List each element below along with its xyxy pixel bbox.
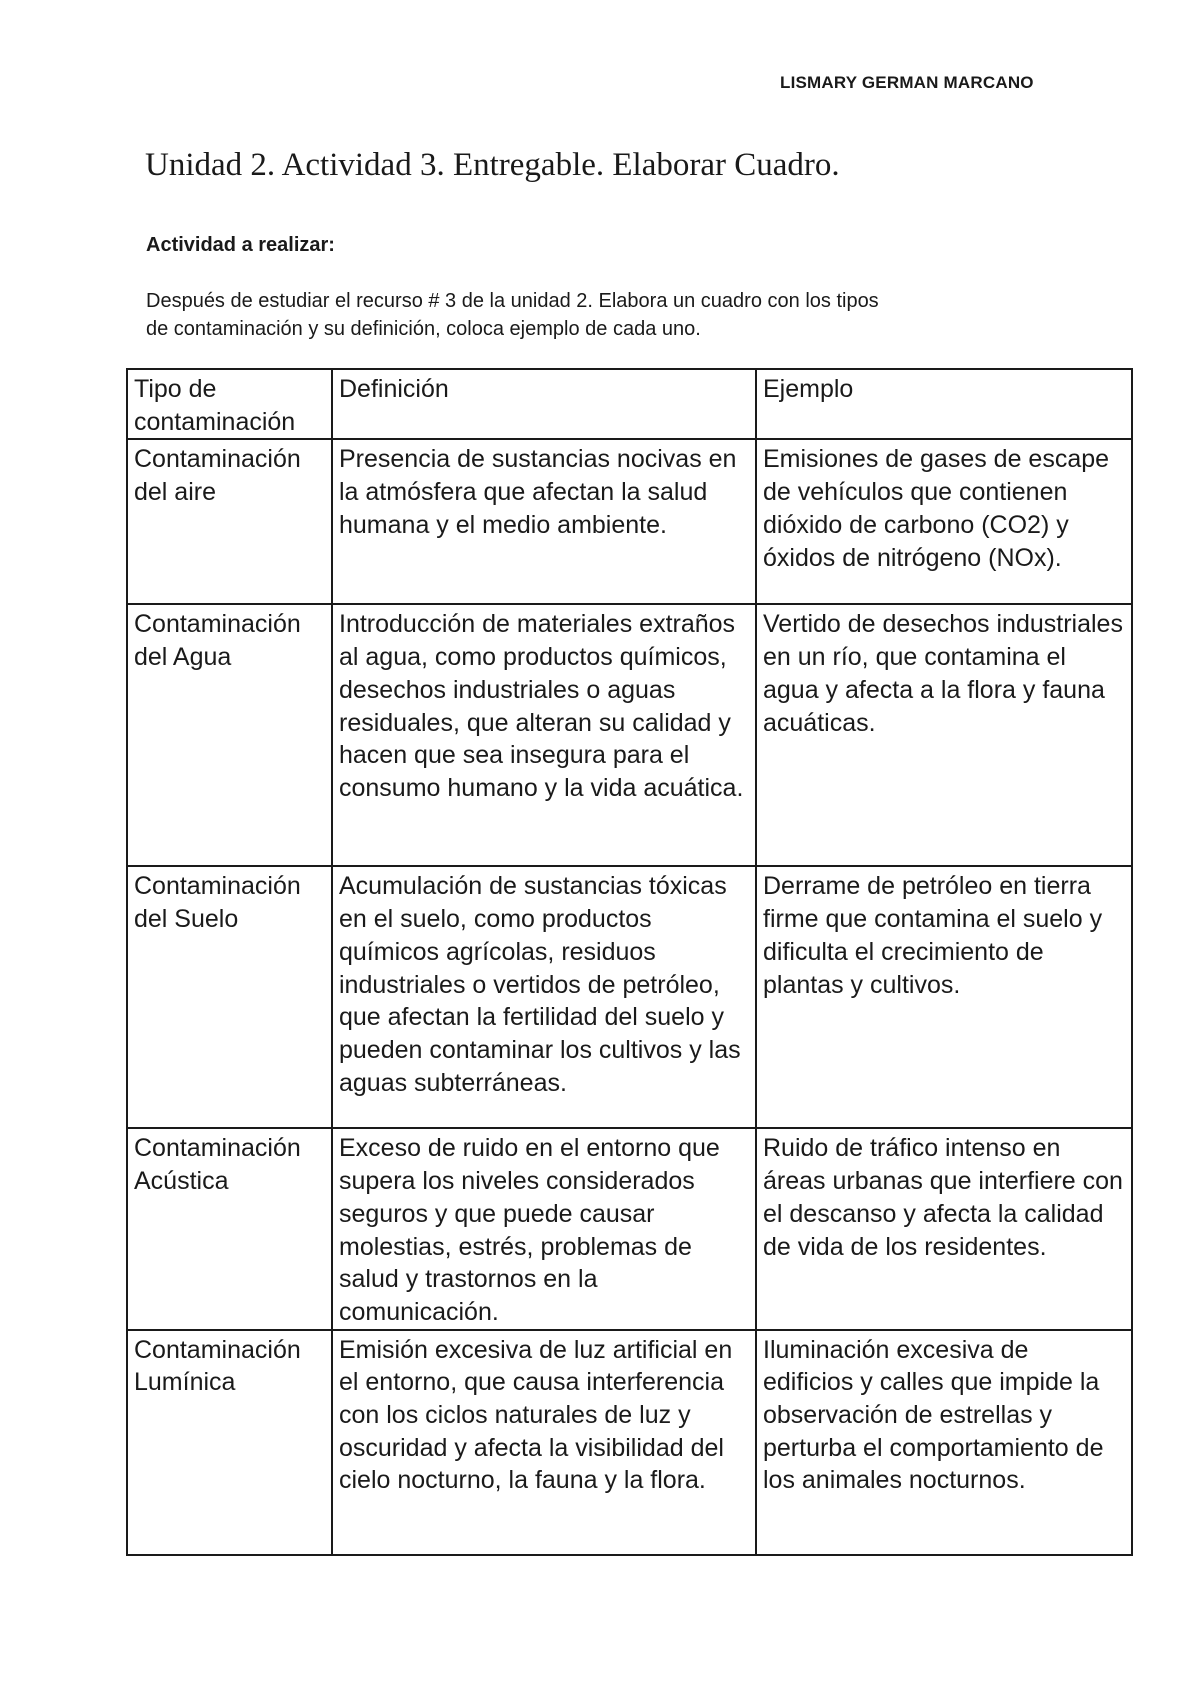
cell-definicion: Presencia de sustancias nocivas en la atmósfera que afectan la salud humana y el medio ambiente. xyxy=(332,439,756,604)
table-row xyxy=(127,439,1132,604)
pollution-table xyxy=(126,368,1133,1556)
table-row xyxy=(127,1128,1132,1329)
cell-ejemplo: Derrame de petróleo en tierra firme que contamina el suelo y dificulta el crecimiento de plantas y cultivos. xyxy=(756,866,1132,1128)
header-ejemplo: Ejemplo xyxy=(756,369,1132,439)
cell-tipo: Contaminación del Agua xyxy=(127,604,332,866)
cell-definicion: Emisión excesiva de luz artificial en el entorno, que causa interferencia con los ciclos naturales de luz y oscuridad y afecta la visibilidad del cielo nocturno, la fauna y la flora. xyxy=(332,1330,756,1555)
instructions-line: Después de estudiar el recurso # 3 de la unidad 2. Elabora un cuadro con los tipos xyxy=(146,290,879,312)
activity-subtitle: Actividad a realizar: xyxy=(146,234,335,256)
cell-definicion: Exceso de ruido en el entorno que supera los niveles considerados seguros y que puede causar molestias, estrés, problemas de salud y trastornos en la comunicación. xyxy=(332,1128,756,1329)
instructions-line: de contaminación y su definición, coloca ejemplo de cada uno. xyxy=(146,318,701,340)
cell-tipo: Contaminación del aire xyxy=(127,439,332,604)
cell-ejemplo: Vertido de desechos industriales en un río, que contamina el agua y afecta a la flora y fauna acuáticas. xyxy=(756,604,1132,866)
table-row xyxy=(127,866,1132,1128)
cell-definicion: Introducción de materiales extraños al agua, como productos químicos, desechos industriales o aguas residuales, que alteran su calidad y hacen que sea insegura para el consumo humano y la vida acuática. xyxy=(332,604,756,866)
table-header-row xyxy=(127,369,1132,439)
cell-ejemplo: Iluminación excesiva de edificios y calles que impide la observación de estrellas y perturba el comportamiento de los animales nocturnos. xyxy=(756,1330,1132,1555)
cell-tipo: Contaminación Lumínica xyxy=(127,1330,332,1555)
cell-ejemplo: Ruido de tráfico intenso en áreas urbanas que interfiere con el descanso y afecta la calidad de vida de los residentes. xyxy=(756,1128,1132,1329)
header-definicion: Definición xyxy=(332,369,756,439)
header-tipo: Tipo de contaminación xyxy=(127,369,332,439)
cell-tipo: Contaminación Acústica xyxy=(127,1128,332,1329)
activity-instructions xyxy=(146,287,1086,343)
document-title: Unidad 2. Actividad 3. Entregable. Elaborar Cuadro. xyxy=(145,147,840,183)
author-name: LISMARY GERMAN MARCANO xyxy=(780,73,1034,92)
cell-ejemplo: Emisiones de gases de escape de vehículos que contienen dióxido de carbono (CO2) y óxidos de nitrógeno (NOx). xyxy=(756,439,1132,604)
cell-definicion: Acumulación de sustancias tóxicas en el suelo, como productos químicos agrícolas, residuos industriales o vertidos de petróleo, que afectan la fertilidad del suelo y pueden contaminar los cultivos y las aguas subterráneas. xyxy=(332,866,756,1128)
table-row xyxy=(127,604,1132,866)
cell-tipo: Contaminación del Suelo xyxy=(127,866,332,1128)
table-row xyxy=(127,1330,1132,1555)
